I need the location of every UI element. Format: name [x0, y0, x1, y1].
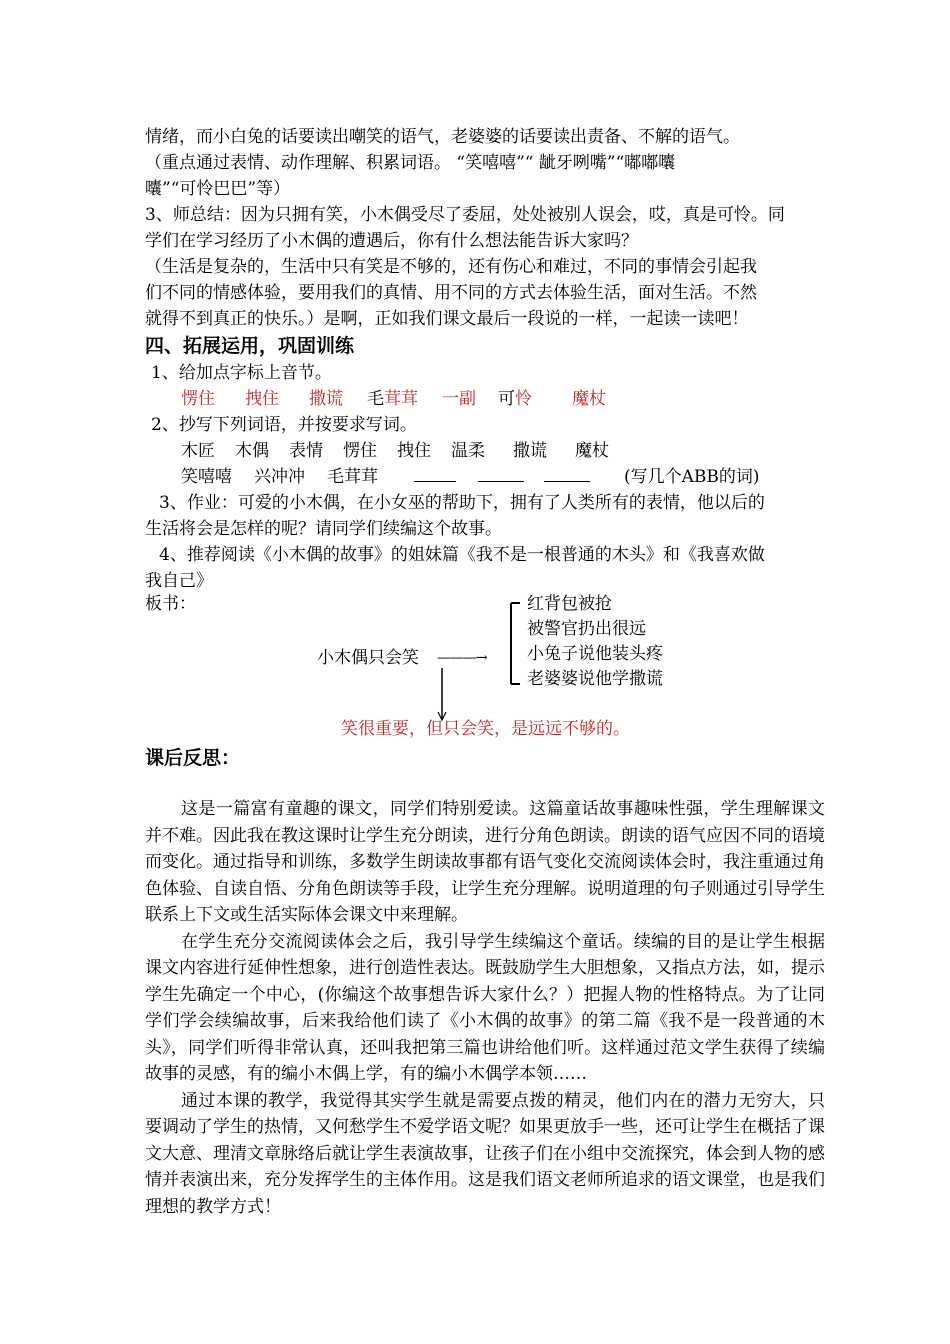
- text-line: 们不同的情感体验，要用我们的真情、用不同的方式去体验生活，面对生活。不然: [145, 283, 757, 303]
- word: 可: [498, 389, 515, 409]
- answer-blank: [414, 465, 456, 482]
- exercise-2-abb: [145, 464, 825, 490]
- reflection-body: [145, 796, 825, 1220]
- text-line: 3、师总结：因为只拥有笑，小木偶受尽了委屈，处处被别人误会，哎，真是可怜。同: [145, 205, 785, 225]
- word: 兴冲冲: [254, 467, 305, 487]
- reflection-paragraph: 这是一篇富有童趣的课文，同学们特别爱读。这篇童话故事趣味性强，学生理解课文并不难。因此我在教这课时让学生充分朗读，进行分角色朗读。朗读的语气应因不同的语境而变化。通过指导和训练，多数学生朗读故事都有语气变化交流阅读体会时，我注重通过角色体验、自读自悟、分角色朗读等手段，让学生充分理解。说明道理的句子则通过引导学生联系上下文或生活实际体会课文中来理解。: [145, 799, 825, 925]
- text-line: 囔”“可怜巴巴”等）: [145, 179, 291, 199]
- text-line: （重点通过表情、动作理解、积累词语。 “笑嘻嘻”“ 龇牙咧嘴”“嘟嘟囔: [145, 153, 676, 173]
- reflection-title: 课后反思：: [145, 747, 241, 769]
- board-center: 小木偶只会笑: [317, 648, 419, 668]
- board-branch: 小兔子说他装头疼: [527, 644, 663, 664]
- teacher-summary: [145, 202, 825, 332]
- exercise-4: 4、推荐阅读《小木偶的故事》的姐妹篇《我不是一根普通的木头》和《我喜欢做: [159, 545, 765, 565]
- board-branch: 被警官扔出很远: [527, 619, 646, 639]
- text-line: 就得不到真正的快乐。）是啊，正如我们课文最后一段说的一样，一起读一读吧！: [145, 309, 749, 329]
- exercise-1-words: [145, 386, 825, 412]
- exercise-1: 1、给加点字标上音节。: [151, 363, 332, 383]
- word: 表情: [289, 441, 323, 461]
- exercise-3: 3、作业：可爱的小木偶，在小女巫的帮助下，拥有了人类所有的表情，他以后的: [159, 493, 765, 513]
- word: 怜: [515, 389, 532, 409]
- word: 一副: [442, 389, 476, 409]
- word: 拽住: [245, 389, 279, 409]
- text-line: 情绪，而小白兔的话要读出嘲笑的语气，老婆婆的话要读出责备、不解的语气。: [145, 127, 740, 147]
- answer-blank: [478, 465, 524, 482]
- word: 毛茸茸: [327, 467, 378, 487]
- reflection-paragraph: 在学生充分交流阅读体会之后，我引导学生续编这个童话。续编的目的是让学生根据课文内容进行延伸性想象，进行创造性表达。既鼓励学生大胆想象，又指点方法，如，提示学生先确定一个中心，(你编这个故事想告诉大家什么？）把握人物的性格特点。为了让同学们学会续编故事，后来我给他们读了《小木偶的故事》的第二篇《我不是一段普通的木头》，同学们听得非常认真，还叫我把第三篇也讲给他们听。这样通过范文学生获得了续编故事的灵感，有的编小木偶上学，有的编小木偶学本领……: [145, 931, 825, 1084]
- section-heading: 四、拓展运用，巩固训练: [145, 335, 355, 357]
- word: 笑嘻嘻: [181, 467, 232, 487]
- exercise-3-cont: 生活将会是怎样的呢？请同学们续编这个故事。: [145, 519, 502, 539]
- word: 愣住: [343, 441, 377, 461]
- board-label: 板书：: [145, 594, 196, 614]
- answer-blank: [544, 465, 590, 482]
- top-paragraph: [145, 124, 825, 202]
- board-conclusion: 笑很重要，但只会笑，是远远不够的。: [341, 719, 630, 739]
- board-branch: 老婆婆说他学撒谎: [527, 669, 663, 689]
- text-line: （生活是复杂的，生活中只有笑是不够的，还有伤心和难过，不同的事情会引起我: [145, 257, 757, 277]
- exercise-2-words: [145, 438, 825, 464]
- exercise-2: 2、抄写下列词语，并按要求写词。: [151, 415, 417, 435]
- word: 撒谎: [513, 441, 547, 461]
- text-line: 学们在学习经历了小木偶的遭遇后，你有什么想法能告诉大家吗？: [145, 231, 638, 251]
- word: 茸茸: [384, 389, 418, 409]
- reflection-paragraph: 通过本课的教学，我觉得其实学生就是需要点拨的精灵，他们内在的潜力无穷大，只要调动了学生的热情，又何愁学生不爱学语文呢？如果更放手一些，还可让学生在概括了课文大意、理清文章脉络后就让学生表演故事，让孩子们在小组中交流探究，体会到人物的感情并表演出来，充分发挥学生的主体作用。这是我们语文老师所追求的语文课堂，也是我们理想的教学方式！: [145, 1090, 825, 1217]
- abb-note: (写几个ABB的词): [624, 467, 760, 487]
- document-page: [145, 124, 825, 1220]
- word: 魔杖: [572, 389, 606, 409]
- blackboard-layout: [145, 594, 825, 744]
- word: 木偶: [235, 441, 269, 461]
- word: 拽住: [397, 441, 431, 461]
- word: 撒谎: [309, 389, 343, 409]
- word: 毛: [367, 389, 384, 409]
- board-branch: 红背包被抢: [527, 594, 612, 614]
- word: 木匠: [181, 441, 215, 461]
- word: 魔杖: [575, 441, 609, 461]
- word: 愣住: [181, 389, 215, 409]
- word: 温柔: [451, 441, 485, 461]
- exercise-4-cont: 我自己》: [145, 571, 213, 591]
- board-arrow: ———→: [437, 650, 487, 666]
